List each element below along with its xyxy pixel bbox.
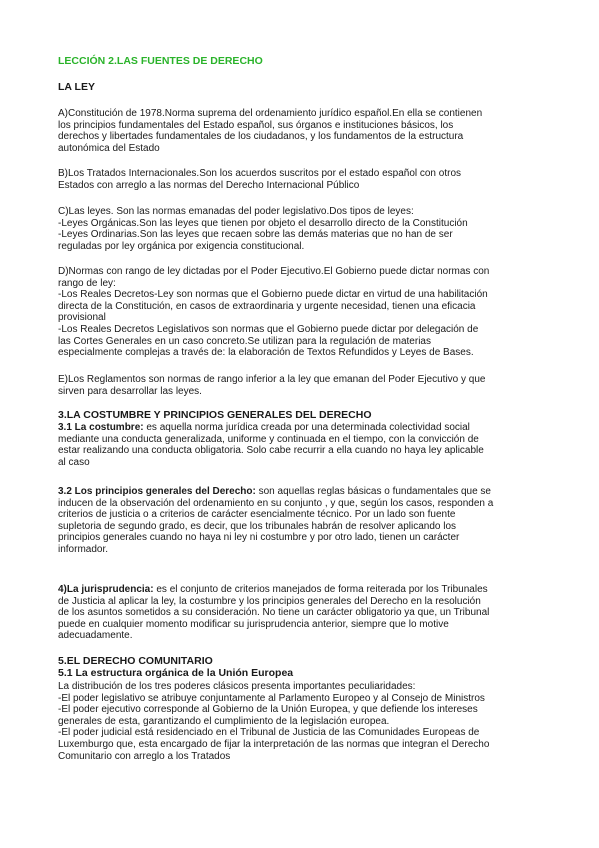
paragraph-a: A)Constitución de 1978.Norma suprema del ordenamiento jurídico español.En ella se contienen los principios fundamentales del Estado español, sus órganos e instituciones básicos, los derechos y libertades fundamentales de los ciudadanos, y los fundamentos de la estructura autonómica del Estado [58, 108, 483, 154]
paragraph-e: E)Los Reglamentos son normas de rango inferior a la ley que emanan del Poder Ejecutivo y que sirven para desarrollar las leyes. [58, 374, 486, 397]
paragraph-4 [58, 584, 542, 642]
paragraph-3-2-text: son aquellas reglas básicas o fundamentales que se inducen de la observación del ordenamiento en su conjunto , y que, según los casos, responden a criterios de justicia o a criterios de carácter esencialmente técnico. Por un lado son fuente supletoria de segundo grado, es decir, que los tribunales habrán de resolver aplicando los principios generales cuando no haya ni ley ni costumbre y por otro lado, tienen un carácter informador. [58, 486, 494, 555]
paragraph-c: C)Las leyes. Son las normas emanadas del poder legislativo.Dos tipos de leyes: -Leyes Orgánicas.Son las leyes que tienen por objeto el desarrollo directo de la Constitución -Leyes Ordinarias.Son las leyes que recaen sobre las demás materias que no han de ser reguladas por ley orgánica por exigencia constitucional. [58, 206, 468, 252]
paragraph-3-2 [58, 486, 542, 556]
lesson-title: LECCIÓN 2.LAS FUENTES DE DERECHO [58, 55, 263, 67]
paragraph-b: B)Los Tratados Internacionales.Son los acuerdos suscritos por el estado español con otros Estados con arreglo a las normas del Derecho Internacional Público [58, 168, 462, 191]
paragraph-4-label: 4)La jurisprudencia: [58, 584, 154, 595]
heading-5-1: 5.1 La estructura orgánica de la Unión Europea [58, 667, 294, 679]
paragraph-3-1-label: 3.1 La costumbre: [58, 422, 144, 433]
heading-costumbre: 3.LA COSTUMBRE Y PRINCIPIOS GENERALES DEL DERECHO [58, 409, 372, 421]
paragraph-5-1: La distribución de los tres poderes clásicos presenta importantes peculiaridades: -El poder legislativo se atribuye conjuntamente al Parlamento Europeo y al Consejo de Ministros -El poder ejecutivo corresponde al Gobierno de la Unión Europea, y que defiende los intereses generales de esta, garantizando el cumplimiento de la legislación europea. -El poder judicial está residenciado en el Tribunal de Justicia de las Comunidades Europeas de Luxemburgo que, esta encargado de fijar la interpretación de las normas que integran el Derecho Comunitario con arreglo a los Tratados [58, 681, 490, 762]
paragraph-d: D)Normas con rango de ley dictadas por el Poder Ejecutivo.El Gobierno puede dictar normas con rango de ley: -Los Reales Decretos-Ley son normas que el Gobierno puede dictar en virtud de una habilitación directa de la Constitución, en casos de extraordinaria y urgente necesidad, tienen una eficacia provisional -Los Reales Decretos Legislativos son normas que el Gobierno puede dictar por delegación de las Cortes Generales en un caso concreto.Se utilizan para la regulación de materias especialmente complejas a través de: la elaboración de Textos Refundidos y Leyes de Bases. [58, 266, 490, 359]
paragraph-3-2-label: 3.2 Los principios generales del Derecho: [58, 486, 256, 497]
heading-la-ley: LA LEY [58, 81, 95, 93]
heading-derecho-comunitario: 5.EL DERECHO COMUNITARIO [58, 655, 213, 667]
paragraph-4-text: es el conjunto de criterios manejados de forma reiterada por los Tribunales de Justicia al aplicar la ley, la costumbre y los principios generales del Derecho en la resolución de los asuntos sometidos a su consideración. No tiene un carácter obligatorio ya que, un Tribunal puede en cualquier momento modificar su jurisprudencia anterior, siempre que lo motive adecuadamente. [58, 584, 490, 642]
paragraph-3-1 [58, 422, 542, 468]
paragraph-3-1-text: es aquella norma jurídica creada por una determinada colectividad social mediante una conducta generalizada, uniforme y continuada en el tiempo, con la convicción de estar realizando una conducta obligatoria. Solo cabe recurrir a ella cuando no haya ley aplicable al caso [58, 422, 484, 468]
